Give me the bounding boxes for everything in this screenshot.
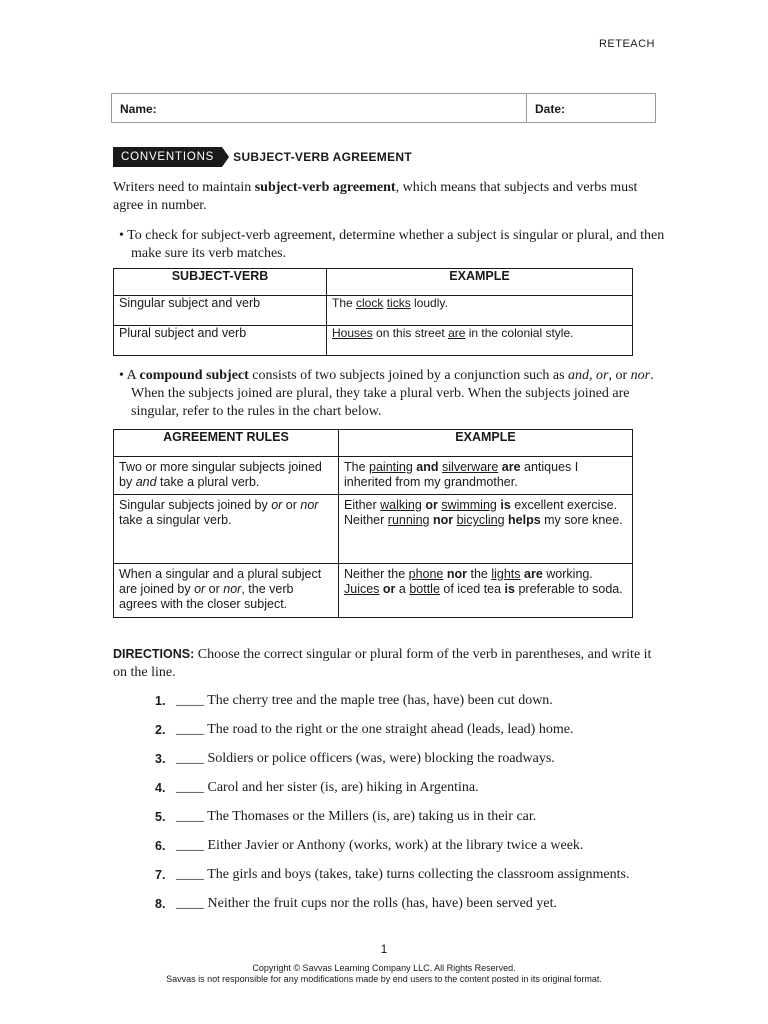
table-row xyxy=(114,296,633,326)
table-row xyxy=(114,495,633,564)
table-cell: Either walking or swimming is excellent exercise. Neither running nor bicycling helps my sore knee. xyxy=(339,495,633,564)
exercise-list xyxy=(155,692,635,913)
list-item: 4. ____ Carol and her sister (is, are) hiking in Argentina. xyxy=(155,779,635,797)
agreement-rules-table xyxy=(113,429,633,618)
list-item: 3. ____ Soldiers or police officers (was, were) blocking the roadways. xyxy=(155,750,635,768)
table-cell: The painting and silverware are antiques I inherited from my grandmother. xyxy=(339,457,633,495)
subject-verb-table xyxy=(113,268,633,356)
answer-line[interactable]: ____ Neither the fruit cups nor the rolls (has, have) been served yet. xyxy=(176,896,557,911)
date-field[interactable]: Date: xyxy=(535,102,566,116)
bullet-check-agreement: • To check for subject-verb agreement, determine whether a subject is singular or plural, and then make sure its verb matches. xyxy=(119,228,665,261)
copyright-footer xyxy=(0,963,768,985)
answer-line[interactable]: ____ Soldiers or police officers (was, were) blocking the roadways. xyxy=(176,751,555,766)
table-header: EXAMPLE xyxy=(339,430,633,457)
table-header: AGREEMENT RULES xyxy=(114,430,339,457)
answer-line[interactable]: ____ Either Javier or Anthony (works, work) at the library twice a week. xyxy=(176,838,584,853)
answer-line[interactable]: ____ The road to the right or the one straight ahead (leads, lead) home. xyxy=(176,722,574,737)
table-cell: Two or more singular subjects joined by and take a plural verb. xyxy=(114,457,339,495)
table-row xyxy=(114,457,633,495)
page-number: 1 xyxy=(380,942,388,956)
directions xyxy=(113,645,658,682)
table-row xyxy=(114,564,633,618)
table-cell: Neither the phone nor the lights are working. Juices or a bottle of iced tea is preferable to soda. xyxy=(339,564,633,618)
list-item: 5. ____ The Thomases or the Millers (is, are) taking us in their car. xyxy=(155,808,635,826)
table-cell: Singular subjects joined by or or nor take a singular verb. xyxy=(114,495,339,564)
tag-arrow-icon xyxy=(222,147,229,167)
table-cell: The clock ticks loudly. xyxy=(327,296,633,326)
table-row xyxy=(114,326,633,356)
answer-line[interactable]: ____ The girls and boys (takes, take) turns collecting the classroom assignments. xyxy=(176,867,630,882)
answer-line[interactable]: ____ The cherry tree and the maple tree (has, have) been cut down. xyxy=(176,693,553,708)
table-cell: Houses on this street are in the colonial style. xyxy=(327,326,633,356)
section-heading xyxy=(113,147,412,167)
list-item: 1. ____ The cherry tree and the maple tree (has, have) been cut down. xyxy=(155,692,635,710)
name-date-box xyxy=(111,93,656,123)
table-header: EXAMPLE xyxy=(327,269,633,296)
copyright-line: Copyright © Savvas Learning Company LLC. All Rights Reserved. xyxy=(252,963,516,973)
disclaimer-line: Savvas is not responsible for any modifications made by end users to the content posted in its original format. xyxy=(166,974,602,984)
intro-paragraph: Writers need to maintain subject-verb agreement, which means that subjects and verbs must agree in number. xyxy=(113,180,638,213)
list-item: 7. ____ The girls and boys (takes, take) turns collecting the classroom assignments. xyxy=(155,866,635,884)
answer-line[interactable]: ____ The Thomases or the Millers (is, are) taking us in their car. xyxy=(176,809,537,824)
directions-text: Choose the correct singular or plural form of the verb in parentheses, and write it on the line. xyxy=(113,647,652,680)
list-item: 8. ____ Neither the fruit cups nor the rolls (has, have) been served yet. xyxy=(155,895,635,913)
table-header: SUBJECT-VERB xyxy=(114,269,327,296)
table-cell: Singular subject and verb xyxy=(114,296,327,326)
answer-line[interactable]: ____ Carol and her sister (is, are) hiking in Argentina. xyxy=(176,780,479,795)
table-cell: Plural subject and verb xyxy=(114,326,327,356)
section-title: SUBJECT-VERB AGREEMENT xyxy=(233,150,412,164)
bullet-compound-subject: • A compound subject consists of two subjects joined by a conjunction such as and, or, or nor. When the subjects joined are plural, they take a plural verb. When the subjects joined are singular, refer to the rules in the chart below. xyxy=(119,368,654,419)
list-item: 2. ____ The road to the right or the one straight ahead (leads, lead) home. xyxy=(155,721,635,739)
directions-label: DIRECTIONS: xyxy=(113,647,195,661)
table-cell: When a singular and a plural subject are joined by or or nor, the verb agrees with the closer subject. xyxy=(114,564,339,618)
reteach-label: RETEACH xyxy=(598,38,655,50)
name-field[interactable]: Name: xyxy=(112,94,527,122)
conventions-tag: CONVENTIONS xyxy=(113,147,222,167)
list-item: 6. ____ Either Javier or Anthony (works, work) at the library twice a week. xyxy=(155,837,635,855)
